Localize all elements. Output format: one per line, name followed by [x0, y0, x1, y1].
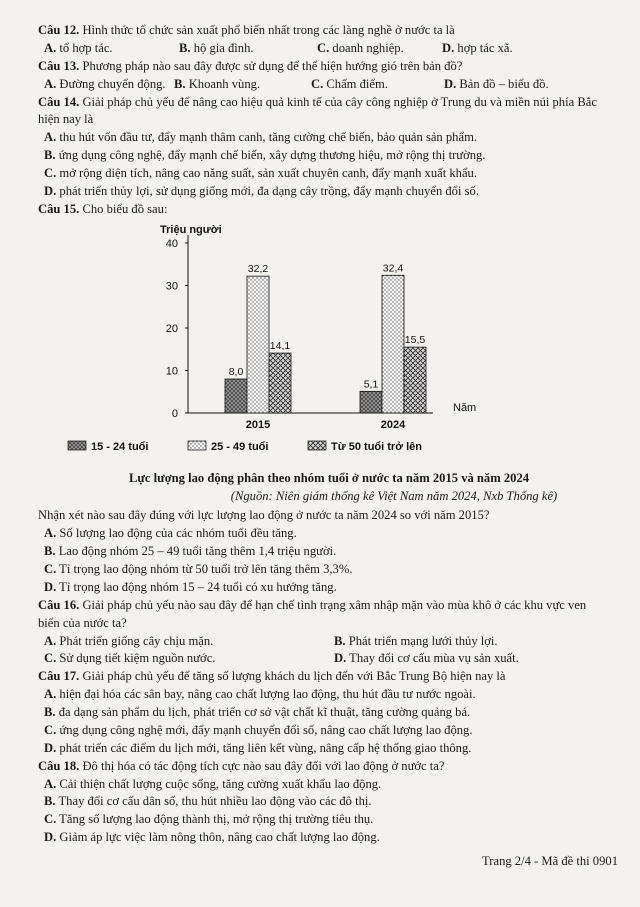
q13-option-b[interactable]: B. Khoanh vùng. — [174, 76, 261, 91]
q15-option-d[interactable]: D. Tỉ trọng lao động nhóm 15 – 24 tuổi có xu hướng tăng. — [44, 579, 337, 594]
legend-label: 15 - 24 tuổi — [91, 440, 149, 453]
bar — [382, 275, 404, 413]
q13-options — [38, 76, 620, 94]
bar-value-label: 14,1 — [269, 339, 291, 352]
bar — [225, 379, 247, 413]
q18-option-a[interactable]: A. Cải thiện chất lượng cuộc sống, tăng cường xuất khẩu lao động. — [44, 776, 382, 791]
q12-option-d[interactable]: D. hợp tác xã. — [442, 40, 513, 55]
legend-swatch — [188, 441, 206, 450]
legend-swatch — [308, 441, 326, 450]
page-footer: Trang 2/4 - Mã đề thi 0901 — [482, 854, 618, 868]
q14-option-d[interactable]: D. phát triển thủy lợi, sử dụng giống mới, đa dạng cây trồng, đẩy mạnh chuyển đổi số. — [44, 183, 479, 198]
q15-option-a[interactable]: A. Số lượng lao động của các nhóm tuổi đều tăng. — [44, 526, 297, 541]
q14-option-c[interactable]: C. mở rộng diện tích, nâng cao năng suất, sản xuất chuyên canh, đẩy mạnh xuất khẩu. — [44, 166, 477, 180]
q15-option-c[interactable]: C. Tỉ trọng lao động nhóm từ 50 tuổi trở lên tăng thêm 3,3%. — [44, 562, 353, 576]
x-axis-title: Năm — [453, 401, 477, 414]
y-tick-label: 30 — [165, 280, 178, 293]
q12-option-c[interactable]: C. doanh nghiệp. — [317, 40, 404, 55]
q12-option-a[interactable]: A. tổ hợp tác. — [44, 40, 113, 55]
bar — [404, 347, 426, 413]
x-tick-label: 2024 — [380, 418, 406, 431]
q15-stem: Câu 15. Cho biểu đồ sau: — [38, 201, 168, 216]
q17-option-b[interactable]: B. đa dạng sản phẩm du lịch, phát triển cơ sở vật chất kĩ thuật, tăng cường quảng bá. — [44, 705, 471, 719]
q13-option-d[interactable]: D. Bản đồ – biểu đồ. — [444, 76, 549, 91]
x-tick-label: 2015 — [245, 418, 271, 431]
y-tick-label: 20 — [165, 322, 178, 335]
labor-chart — [38, 223, 620, 468]
q18-stem: Câu 18. Đô thị hóa có tác động tích cực nào sau đây đối với lao động ở nước ta? — [38, 758, 445, 773]
y-tick-label: 0 — [171, 407, 178, 420]
q18-option-b[interactable]: B. Thay đổi cơ cấu dân số, thu hút nhiều lao động vào các đô thị. — [44, 794, 372, 809]
q18-option-d[interactable]: D. Giảm áp lực việc làm nông thôn, nâng cao chất lượng lao động. — [44, 830, 380, 845]
q15-options — [38, 525, 620, 597]
bar — [360, 391, 382, 413]
q16-option-c[interactable]: C. Sử dụng tiết kiệm nguồn nước. — [44, 651, 216, 666]
q12-option-b[interactable]: B. hộ gia đình. — [179, 40, 254, 55]
bar-value-label: 32,4 — [382, 261, 404, 274]
y-axis-title: Triệu người — [160, 223, 222, 236]
q16-option-d[interactable]: D. Thay đổi cơ cấu mùa vụ sản xuất. — [334, 651, 519, 666]
q15-question: Nhận xét nào sau đây đúng với lực lượng lao động ở nước ta năm 2024 so với năm 2015? — [38, 508, 490, 523]
q16-option-b[interactable]: B. Phát triển mạng lưới thủy lợi. — [334, 633, 498, 648]
q13-stem: Câu 13. Phương pháp nào sau đây được sử dụng để thể hiện hướng gió trên bản đồ? — [38, 58, 463, 73]
legend-label: Từ 50 tuổi trở lên — [331, 440, 422, 453]
q12-stem: Câu 12. Hình thức tổ chức sản xuất phổ biến nhất trong các làng nghề ở nước ta là — [38, 23, 455, 37]
chart-caption: Lực lượng lao động phân theo nhóm tuổi ở nước ta năm 2015 và năm 2024 — [128, 470, 530, 485]
q17-stem: Câu 17. Giải pháp chủ yếu để tăng số lượng khách du lịch đến với Bắc Trung Bộ hiện nay là — [38, 669, 506, 684]
labor-chart-svg — [38, 223, 478, 468]
q17-option-a[interactable]: A. hiện đại hóa các sân bay, nâng cao chất lượng lao động, thu hút đầu tư nước ngoài. — [44, 687, 476, 702]
y-tick-label: 40 — [165, 237, 178, 250]
q17-options — [38, 686, 620, 758]
q14-option-a[interactable]: A. thu hút vốn đầu tư, đẩy mạnh thâm canh, tăng cường chế biến, bảo quản sản phẩm. — [44, 130, 478, 145]
bar-value-label: 32,2 — [247, 262, 269, 275]
q17-option-d[interactable]: D. phát triển các điểm du lịch mới, tăng liên kết vùng, nâng cấp hệ thống giao thông. — [44, 740, 472, 755]
q13-option-a[interactable]: A. Đường chuyển động. — [44, 76, 166, 91]
bar-value-label: 8,0 — [228, 365, 244, 378]
q18-option-c[interactable]: C. Tăng số lượng lao động thành thị, mở rộng thị trường tiêu thụ. — [44, 812, 374, 827]
bar — [269, 353, 291, 413]
q16-option-a[interactable]: A. Phát triển giống cây chịu mặn. — [44, 633, 214, 648]
q12-options — [38, 40, 620, 58]
bar-value-label: 15,5 — [404, 333, 426, 346]
q14-option-b[interactable]: B. ứng dụng công nghệ, đẩy mạnh chế biến, xây dựng thương hiệu, mở rộng thị trường. — [44, 148, 486, 163]
q15-option-b[interactable]: B. Lao động nhóm 25 – 49 tuổi tăng thêm 1,4 triệu người. — [44, 544, 337, 559]
bar — [247, 276, 269, 413]
q18-options — [38, 776, 620, 848]
q16-options — [38, 633, 620, 669]
q16-stem: Câu 16. Giải pháp chủ yếu nào sau đây để hạn chế tình trạng xâm nhập mặn vào mùa khô ở các khu vực ven biển của nước ta? — [38, 597, 587, 630]
chart-source: (Nguồn: Niên giám thống kê Việt Nam năm 2024, Nxb Thống kê) — [230, 488, 558, 503]
q17-option-c[interactable]: C. ứng dụng công nghệ mới, đẩy mạnh chuyển đổi số, nâng cao chất lượng lao động. — [44, 722, 473, 737]
legend-label: 25 - 49 tuổi — [211, 440, 269, 453]
q14-options — [38, 129, 620, 201]
legend-swatch — [68, 441, 86, 450]
bar-value-label: 5,1 — [363, 377, 379, 390]
q14-stem: Câu 14. Giải pháp chủ yếu để nâng cao hiệu quả kinh tế của cây công nghiệp ở Trung du và miền núi phía Bắc hiện nay là — [38, 94, 597, 127]
q13-option-c[interactable]: C. Chấm điểm. — [311, 76, 388, 91]
y-tick-label: 10 — [165, 365, 178, 378]
